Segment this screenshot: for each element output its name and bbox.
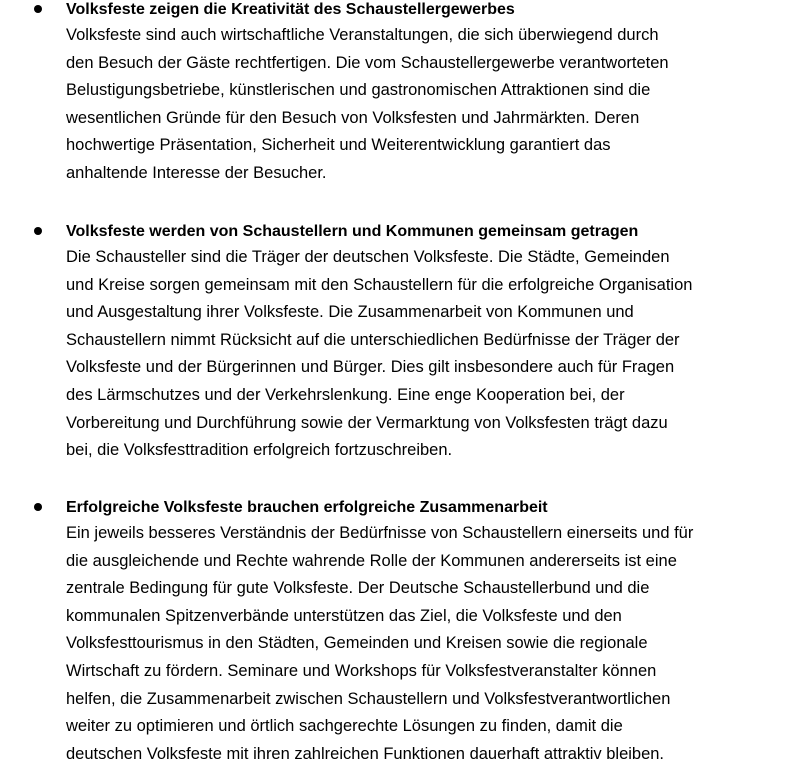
- paragraph-line: wesentlichen Gründe für den Besuch von Volksfesten und Jahrmärkten. Deren: [66, 108, 640, 127]
- paragraph-line: bei, die Volksfesttradition erfolgreich fortzuschreiben.: [66, 441, 453, 460]
- paragraph-line: helfen, die Zusammenarbeit zwischen Schaustellern und Volksfestverantwortlichen: [66, 689, 671, 708]
- paragraph-line: den Besuch der Gäste rechtfertigen. Die vom Schaustellergewerbe verantworteten: [66, 53, 669, 72]
- paragraph-line: Volksfesttourismus in den Städten, Gemeinden und Kreisen sowie die regionale: [66, 634, 648, 653]
- paragraph-line: Volksfeste sind auch wirtschaftliche Veranstaltungen, die sich überwiegend durch: [66, 26, 659, 44]
- section-paragraph: [66, 520, 693, 768]
- paragraph-line: anhaltende Interesse der Besucher.: [66, 163, 327, 182]
- paragraph-line: Ein jeweils besseres Verständnis der Bedürfnisse von Schaustellern einerseits und für: [66, 524, 694, 542]
- paragraph-line: und Ausgestaltung ihrer Volksfeste. Die Zusammenarbeit von Kommunen und: [66, 303, 634, 322]
- paragraph-line: die ausgleichende und Rechte wahrende Rolle der Kommunen andererseits ist eine: [66, 551, 677, 570]
- section-paragraph: [66, 22, 669, 188]
- paragraph-line: Belustigungsbetriebe, künstlerischen und gastronomischen Attraktionen sind die: [66, 81, 651, 100]
- paragraph-line: Die Schausteller sind die Träger der deutschen Volksfeste. Die Städte, Gemeinden: [66, 248, 670, 266]
- paragraph-line: Schaustellern nimmt Rücksicht auf die unterschiedlichen Bedürfnisse der Träger der: [66, 330, 680, 349]
- paragraph-line: kommunalen Spitzenverbände unterstützen das Ziel, die Volksfeste und den: [66, 606, 622, 625]
- paragraph-line: zentrale Bedingung für gute Volksfeste. Der Deutsche Schaustellerbund und die: [66, 579, 650, 598]
- paragraph-line: Wirtschaft zu fördern. Seminare und Workshops für Volksfestveranstalter können: [66, 661, 657, 680]
- paragraph-line: deutschen Volksfeste mit ihren zahlreichen Funktionen dauerhaft attraktiv bleiben.: [66, 744, 665, 763]
- bullet-point-icon: [34, 503, 42, 511]
- bullet-point-icon: [34, 5, 42, 13]
- paragraph-line: Volksfeste und der Bürgerinnen und Bürger. Dies gilt insbesondere auch für Fragen: [66, 358, 675, 377]
- section-heading: Volksfeste werden von Schaustellern und Kommunen gemeinsam getragen: [66, 223, 639, 240]
- section-heading: Erfolgreiche Volksfeste brauchen erfolgreiche Zusammenarbeit: [66, 499, 548, 516]
- paragraph-line: und Kreise sorgen gemeinsam mit den Schaustellern für die erfolgreiche Organisation: [66, 275, 693, 294]
- paragraph-line: hochwertige Präsentation, Sicherheit und Weiterentwicklung garantiert das: [66, 136, 611, 155]
- section-paragraph: [66, 244, 692, 465]
- bullet-point-icon: [34, 227, 42, 235]
- paragraph-line: des Lärmschutzes und der Verkehrslenkung. Eine enge Kooperation bei, der: [66, 385, 625, 404]
- section-heading: Volksfeste zeigen die Kreativität des Schaustellergewerbes: [66, 1, 515, 18]
- paragraph-line: Vorbereitung und Durchführung sowie der Vermarktung von Volksfesten trägt dazu: [66, 413, 668, 432]
- paragraph-line: weiter zu optimieren und örtlich sachgerechte Lösungen zu finden, damit die: [66, 717, 623, 736]
